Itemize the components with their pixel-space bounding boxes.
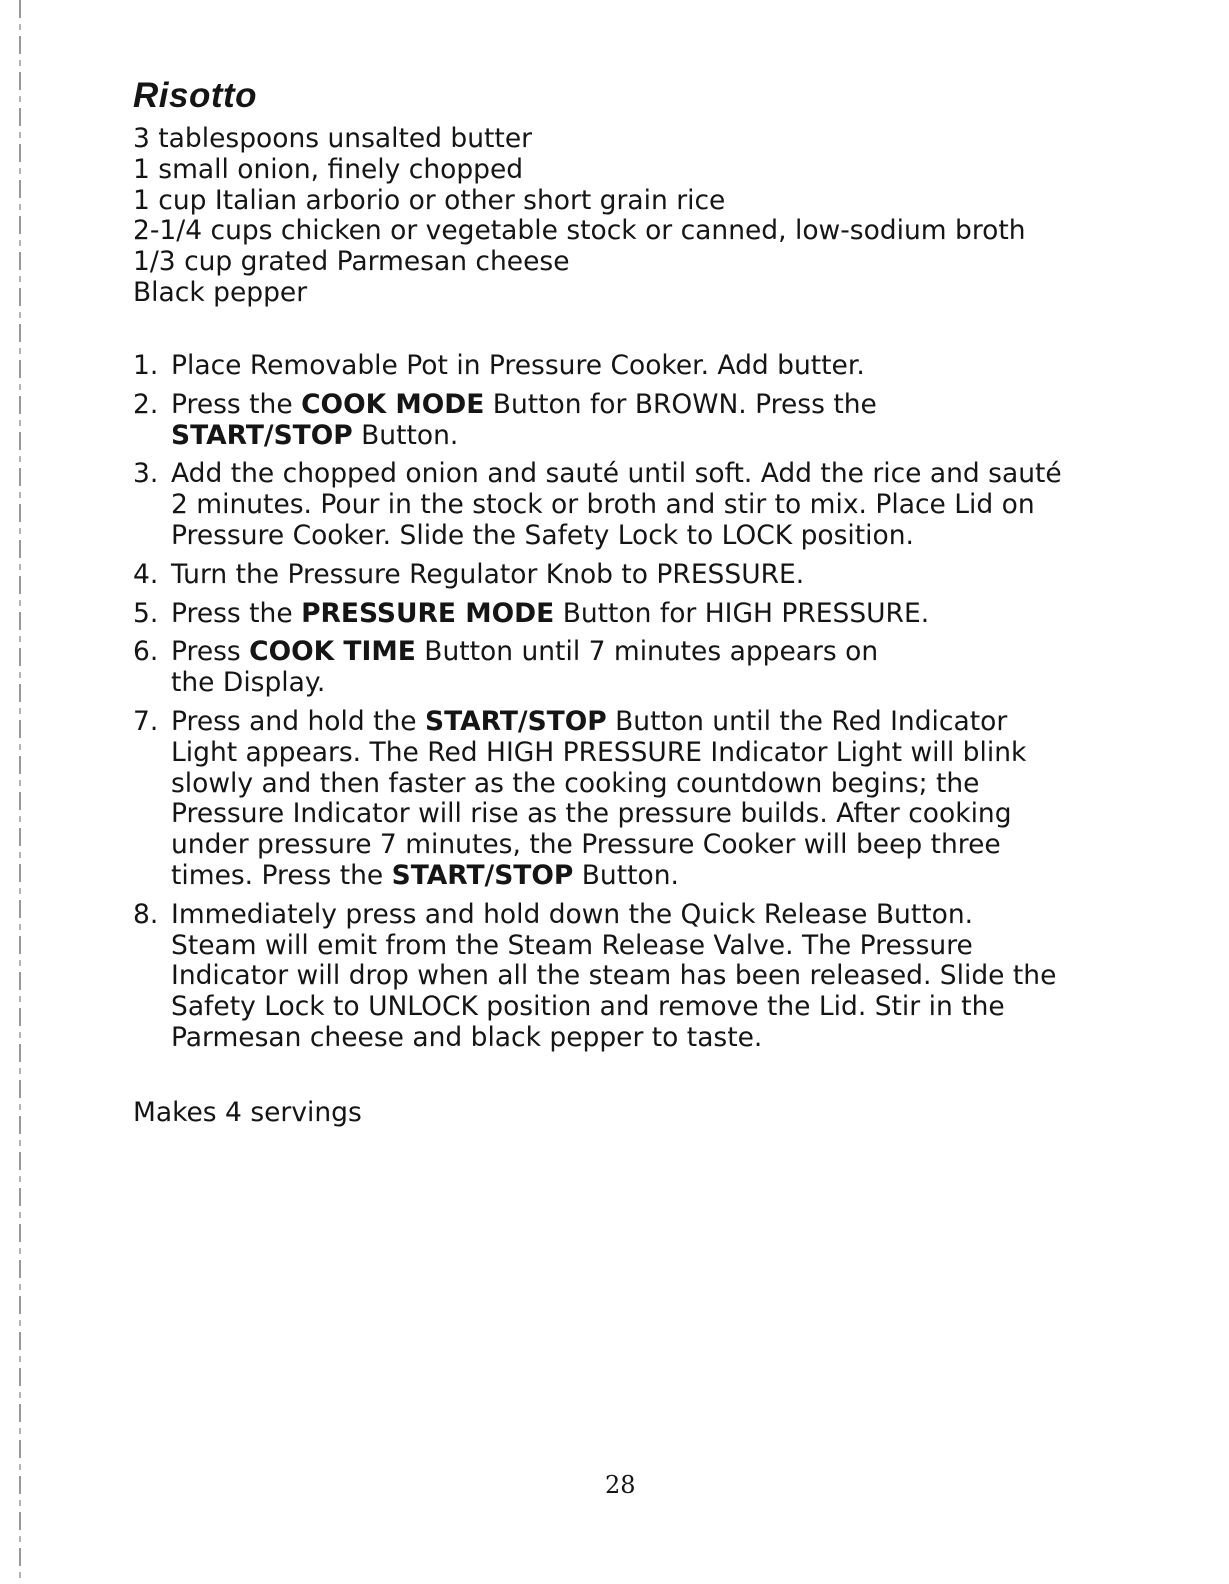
step-number: 6. (133, 636, 159, 668)
ingredient-list (133, 124, 1173, 309)
step-text-segment: Button for BROWN. Press the (484, 388, 877, 420)
step-number: 7. (133, 705, 159, 737)
step-text-segment: the Display. (171, 667, 326, 699)
step-text-segment: Indicator will drop when all the steam has been released. Slide the (171, 960, 1057, 992)
step-text-segment: Button. (352, 419, 459, 451)
step-text (171, 706, 1026, 891)
instruction-step (133, 637, 1173, 699)
step-text-segment: Button until the Red Indicator (606, 705, 1008, 737)
servings-note: Makes 4 servings (133, 1097, 362, 1128)
step-text-segment: Turn the Pressure Regulator Knob to PRESSURE. (171, 558, 805, 590)
page-number: 28 (605, 1471, 636, 1499)
step-text-segment: Button. (573, 859, 679, 891)
instruction-step (133, 599, 1173, 630)
step-text-segment: Parmesan cheese and black pepper to taste. (171, 1021, 763, 1053)
step-number: 1. (133, 350, 159, 381)
instruction-step (133, 900, 1173, 1054)
ingredient-item: 1/3 cup grated Parmesan cheese (133, 246, 570, 278)
step-text-segment: Immediately press and hold down the Quick Release Button. (171, 898, 974, 930)
step-text-segment: Add the chopped onion and sauté until soft. Add the rice and sauté (171, 458, 1062, 490)
step-text-segment: Press the (171, 597, 302, 629)
scan-edge-artifact (19, 0, 21, 1584)
step-text-segment: Button until 7 minutes appears on (415, 636, 879, 668)
step-keyword: START/STOP (171, 419, 353, 451)
step-number: 8. (133, 898, 159, 930)
instruction-step (133, 560, 1173, 591)
step-text-segment: Place Removable Pot in Pressure Cooker. Add butter. (171, 350, 865, 381)
ingredient-item: 1 cup Italian arborio or other short grain rice (133, 184, 726, 216)
step-text-segment: under pressure 7 minutes, the Pressure Cooker will beep three (171, 829, 1001, 861)
step-text (171, 559, 804, 590)
step-text-segment: Light appears. The Red HIGH PRESSURE Indicator Light will blink (171, 736, 1027, 768)
step-text (171, 636, 878, 698)
step-text-segment: 2 minutes. Pour in the stock or broth and stir to mix. Place Lid on (171, 489, 1035, 521)
step-number: 4. (133, 558, 159, 590)
step-number: 2. (133, 388, 159, 420)
step-number: 3. (133, 458, 159, 490)
step-text (171, 598, 929, 629)
step-text-segment: times. Press the (171, 859, 392, 891)
step-text-segment: Pressure Indicator will rise as the pressure builds. After cooking (171, 798, 1012, 830)
step-text (171, 458, 1062, 551)
instruction-list (133, 351, 1173, 1062)
step-text (171, 350, 865, 381)
instruction-step (133, 390, 1173, 452)
ingredient-item: Black pepper (133, 276, 308, 308)
instruction-step (133, 459, 1173, 551)
recipe-title: Risotto (133, 76, 258, 115)
step-text (171, 389, 877, 451)
instruction-step (133, 707, 1173, 892)
step-keyword: COOK TIME (249, 636, 416, 668)
ingredient-item: 1 small onion, finely chopped (133, 153, 524, 185)
step-text-segment: Pressure Cooker. Slide the Safety Lock to LOCK position. (171, 519, 914, 551)
step-text (171, 899, 1056, 1053)
recipe-page (133, 72, 1173, 1128)
step-text-segment: Press and hold the (171, 705, 425, 737)
ingredient-item: 3 tablespoons unsalted butter (133, 123, 533, 154)
step-text-segment: Press (171, 636, 250, 668)
step-keyword: START/STOP (424, 705, 607, 737)
step-text-segment: Steam will emit from the Steam Release Valve. The Pressure (171, 929, 973, 961)
step-text-segment: slowly and then faster as the cooking countdown begins; the (171, 767, 980, 799)
instruction-step (133, 351, 1173, 382)
step-keyword: PRESSURE MODE (301, 597, 555, 629)
step-text-segment: Press the (171, 388, 302, 420)
ingredient-item: 2-1/4 cups chicken or vegetable stock or canned, low-sodium broth (133, 215, 1026, 247)
step-keyword: START/STOP (391, 859, 574, 891)
step-text-segment: Safety Lock to UNLOCK position and remove the Lid. Stir in the (171, 991, 1005, 1023)
step-text-segment: Button for HIGH PRESSURE. (554, 597, 930, 629)
step-number: 5. (133, 597, 159, 629)
step-keyword: COOK MODE (301, 388, 485, 420)
